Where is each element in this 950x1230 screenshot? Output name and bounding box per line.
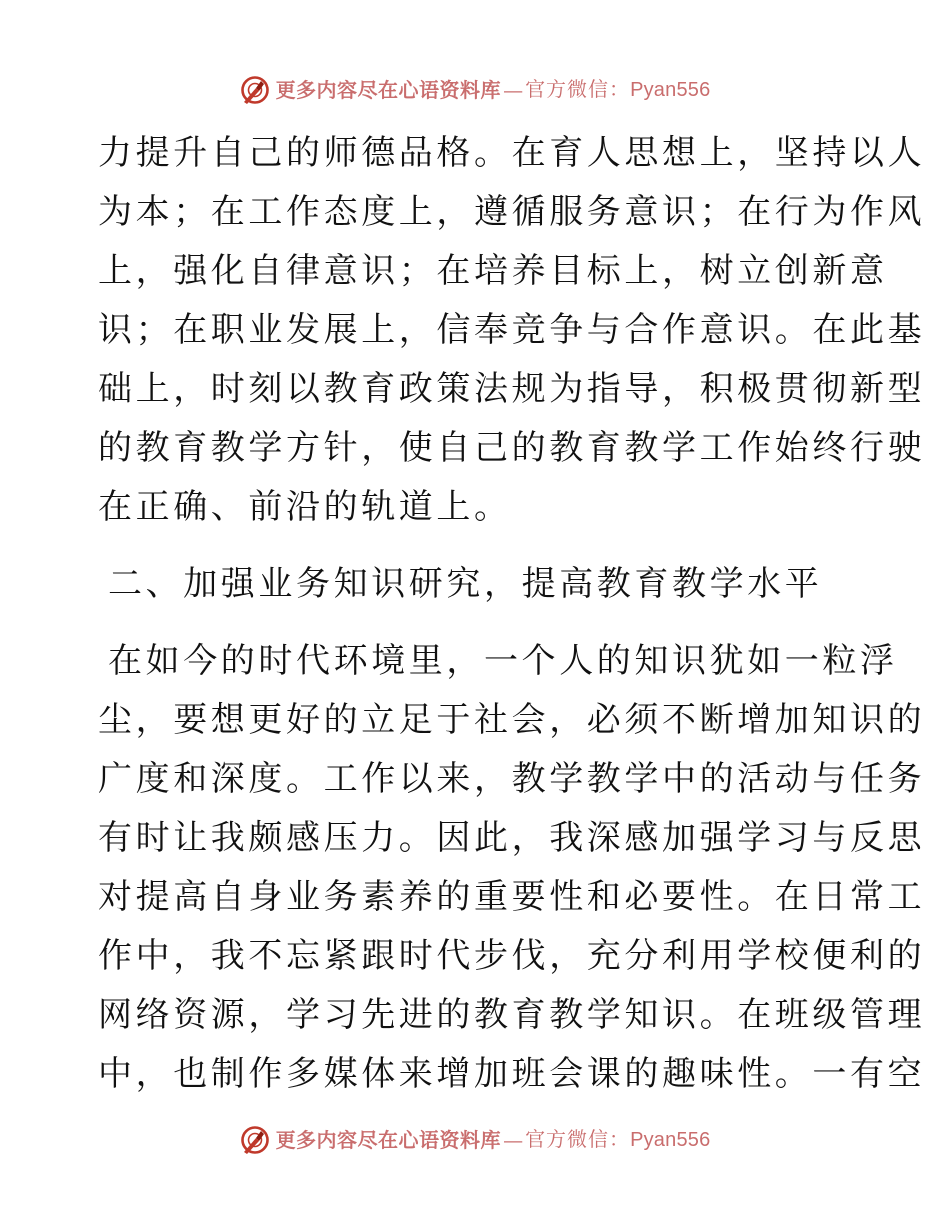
watermark-wechat-id: Pyan556: [630, 79, 711, 101]
text-line: 尘，要想更好的立足于社会，必须不断增加知识的: [98, 700, 926, 740]
paragraph-spacer: [98, 537, 858, 555]
text-line: 作中，我不忘紧跟时代步伐，充分利用学校便利的: [98, 936, 926, 976]
text-line: 有时让我颇感压力。因此，我深感加强学习与反思: [98, 818, 926, 858]
text-line: 在正确、前沿的轨道上。: [98, 487, 512, 527]
watermark-text: [276, 78, 711, 102]
text-line: 础上，时刻以教育政策法规为指导，积极贯彻新型: [98, 369, 926, 409]
text-line: 网络资源，学习先进的教育教学知识。在班级管理: [98, 995, 926, 1035]
footer-watermark: [0, 1120, 950, 1160]
header-watermark: [0, 70, 950, 110]
watermark-text: [276, 1128, 711, 1152]
pen-circle-logo-icon: [240, 1125, 270, 1155]
text-line: 在如今的时代环境里，一个人的知识犹如一粒浮: [108, 641, 898, 681]
watermark-wechat-label: 官方微信：: [525, 1129, 631, 1151]
watermark-dash: —: [503, 78, 524, 102]
document-body: [98, 124, 926, 1104]
watermark-wechat-label: 官方微信：: [525, 79, 631, 101]
pen-circle-logo-icon: [240, 75, 270, 105]
watermark-dash: —: [503, 1128, 524, 1152]
watermark-wechat-id: Pyan556: [630, 1129, 711, 1151]
text-line: 为本；在工作态度上，遵循服务意识；在行为作风: [98, 192, 926, 232]
section-heading-text: 二、加强业务知识研究，提高教育教学水平: [108, 564, 823, 604]
text-line: 对提高自身业务素养的重要性和必要性。在日常工: [98, 877, 926, 917]
section-heading: [98, 555, 858, 614]
paragraph-spacer: [98, 614, 858, 632]
text-line: 力提升自己的师德品格。在育人思想上，坚持以人: [98, 133, 926, 173]
text-line: 的教育教学方针，使自己的教育教学工作始终行驶: [98, 428, 926, 468]
watermark-main-text: 更多内容尽在心语资料库: [275, 78, 502, 102]
paragraph-1: [98, 124, 926, 537]
paragraph-2: [98, 632, 926, 1104]
watermark-main-text: 更多内容尽在心语资料库: [275, 1128, 502, 1152]
text-line: 识；在职业发展上，信奉竞争与合作意识。在此基: [98, 310, 926, 350]
text-line: 中，也制作多媒体来增加班会课的趣味性。一有空: [98, 1054, 926, 1094]
text-line: 上，强化自律意识；在培养目标上，树立创新意: [98, 251, 888, 291]
text-line: 广度和深度。工作以来，教学教学中的活动与任务: [98, 759, 926, 799]
